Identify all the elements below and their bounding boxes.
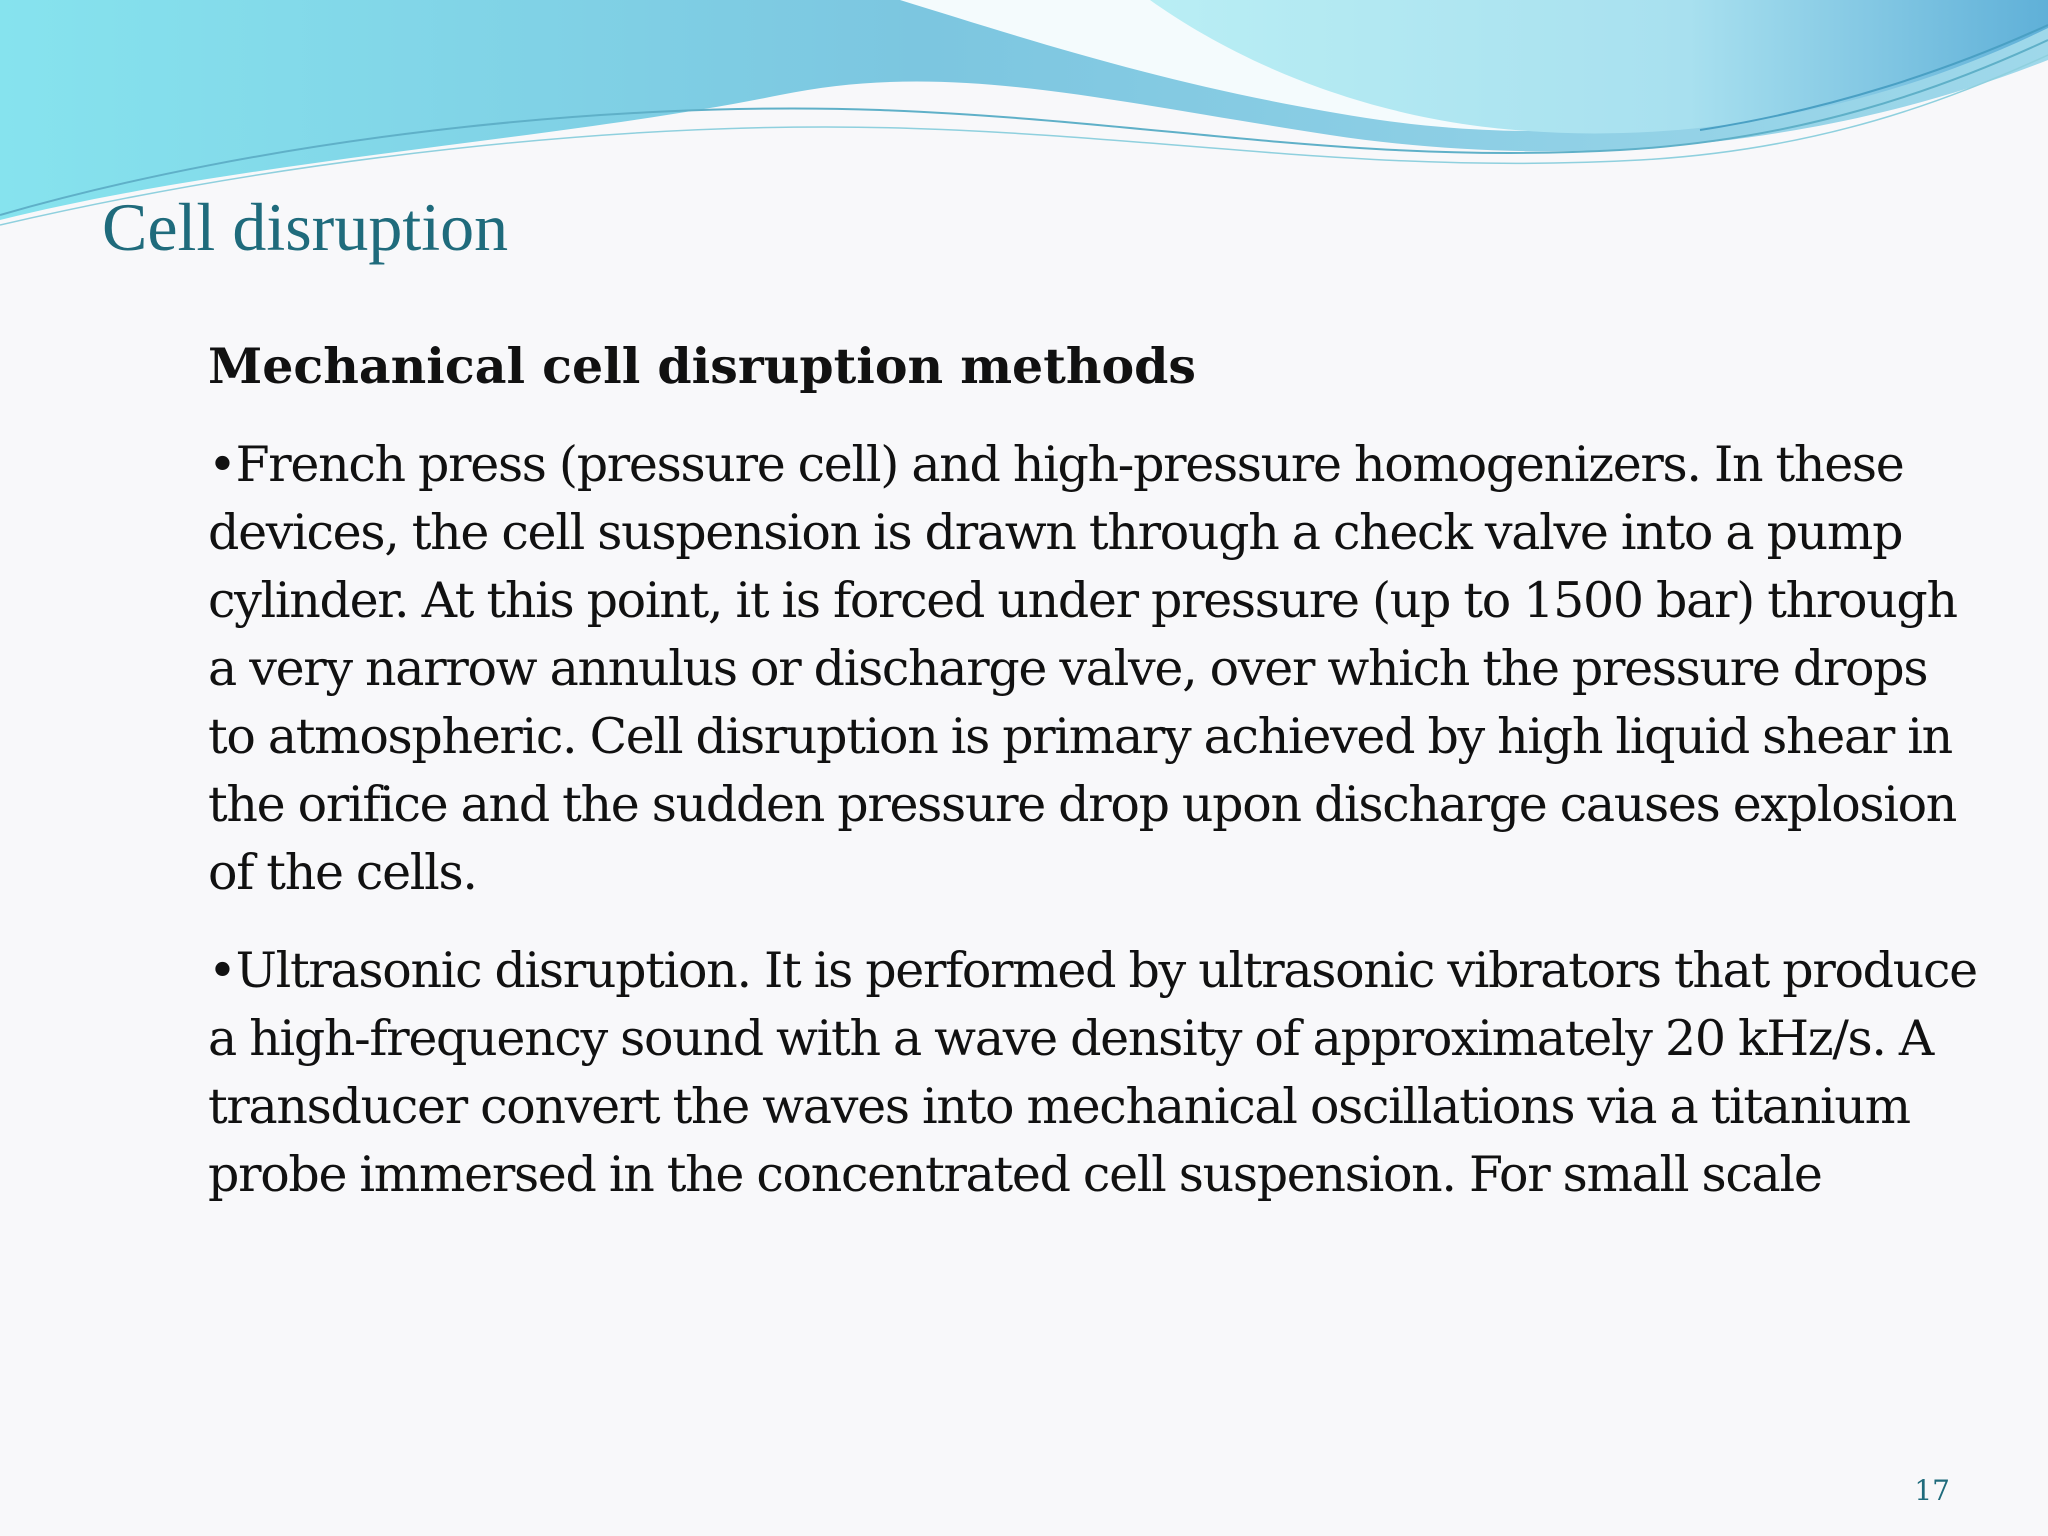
paragraph-french-press: •French press (pressure cell) and high-pressure homogenizers. In these devices, the cell suspension is drawn through a check valve into a pump cylinder. At this point, it is forced under pressure (up to 1500 bar) through a very narrow annulus or discharge valve, over which the pressure drops to atmospheric. Cell disruption is primary achieved by high liquid shear in the orifice and the sudden pressure drop upon discharge causes explosion of the cells. — [208, 435, 1957, 901]
page-number: 17 — [1914, 1474, 1950, 1507]
slide-title: Cell disruption — [102, 189, 509, 265]
section-subheading: Mechanical cell disruption methods — [208, 337, 1197, 395]
paragraph-ultrasonic: •Ultrasonic disruption. It is performed by ultrasonic vibrators that produce a high-frequency sound with a wave density of approximately 20 kHz/s. A transducer convert the waves into mechanical oscillations via a titanium probe immersed in the concentrated cell suspension. For small scale — [208, 941, 1977, 1203]
slide-content — [208, 332, 1978, 1239]
